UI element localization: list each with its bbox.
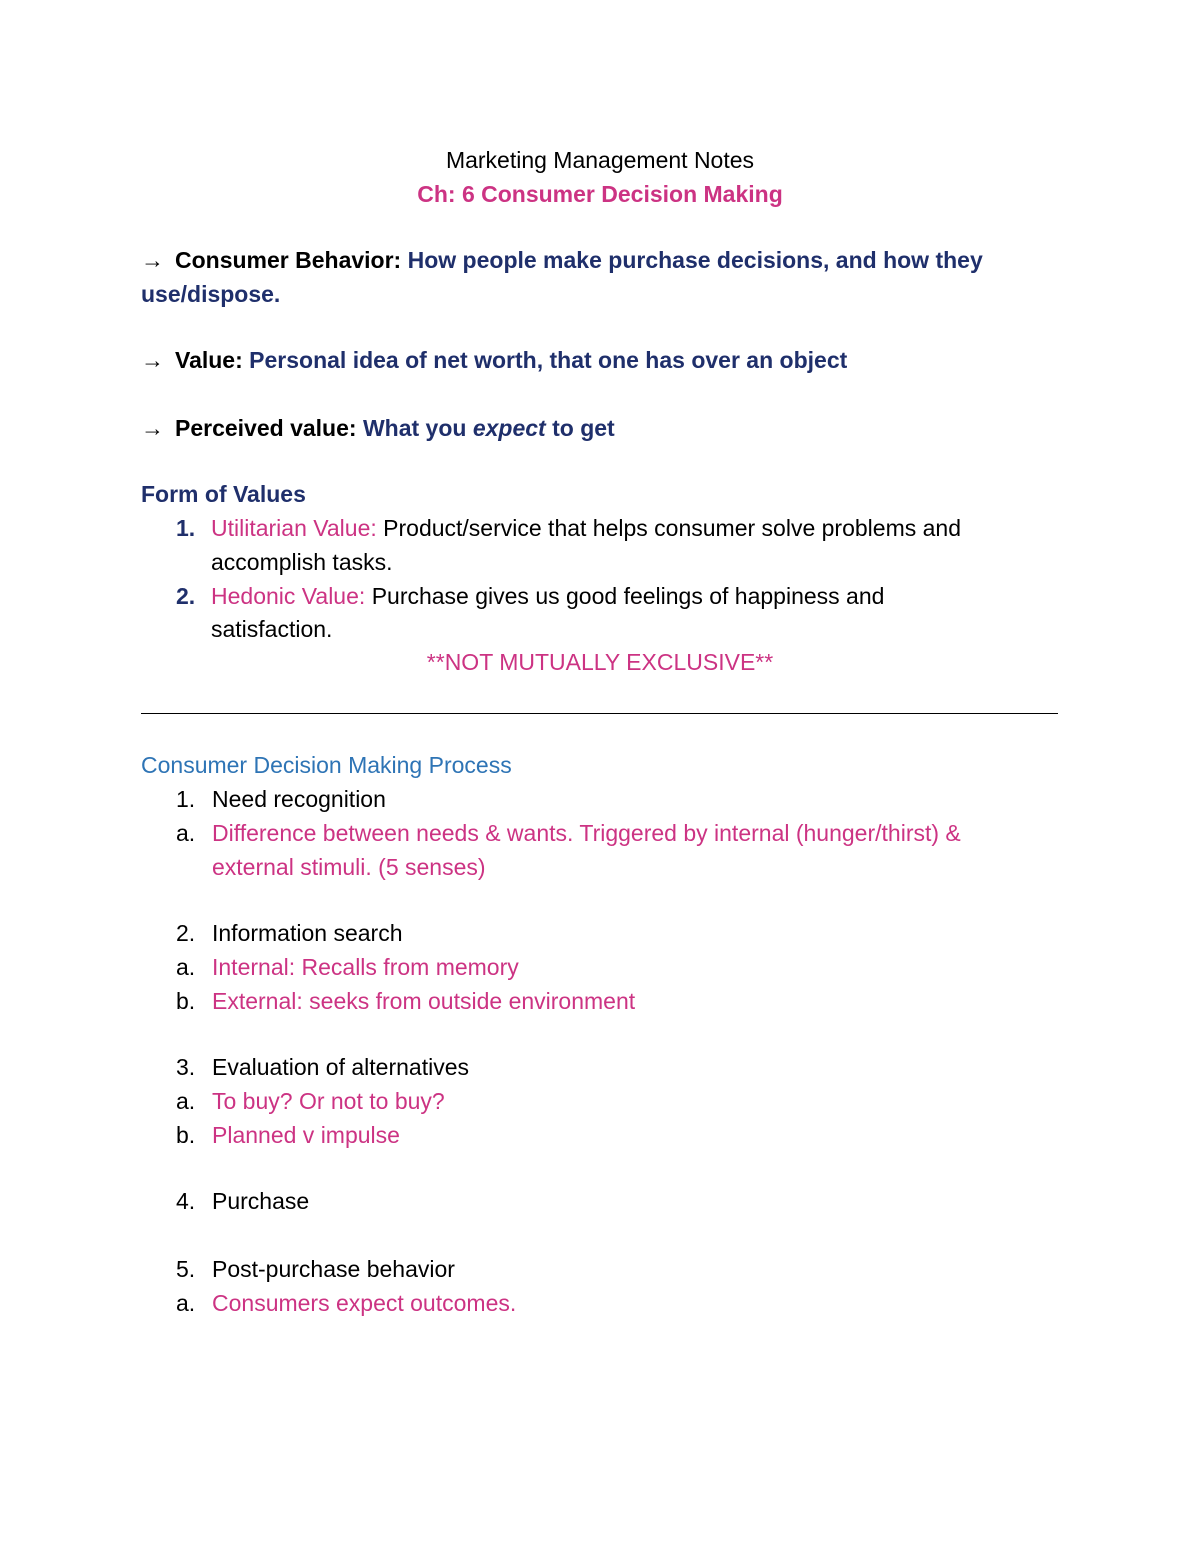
sub-letter: b. [176, 1122, 196, 1148]
form-label: Hedonic Value: [211, 583, 366, 609]
form-item-utilitarian [176, 517, 961, 540]
process-step-5 [176, 1258, 455, 1281]
definition-text-post: to get [545, 415, 615, 441]
definition-text: How people make purchase decisions, and how they [407, 247, 983, 273]
step-number: 1. [176, 786, 196, 812]
process-step-4 [176, 1190, 309, 1213]
form-text: Product/service that helps consumer solve problems and [383, 515, 961, 541]
step-sub-item [176, 990, 635, 1013]
definition-consumer-behavior [141, 249, 983, 272]
step-label: Evaluation of alternatives [212, 1054, 469, 1080]
arrow-icon: → [141, 415, 164, 441]
step-number: 5. [176, 1256, 196, 1282]
sub-letter: a. [176, 820, 196, 846]
process-step-2 [176, 922, 402, 945]
form-item-hedonic [176, 585, 884, 608]
step-label: Information search [212, 920, 403, 946]
step-sub-item [176, 1124, 400, 1147]
form-label: Utilitarian Value: [211, 515, 377, 541]
definition-text-emphasis: expect [472, 415, 546, 441]
step-number: 3. [176, 1054, 196, 1080]
definition-text-pre: What you [362, 415, 473, 441]
step-sub-item [176, 822, 961, 845]
step-number: 2. [176, 920, 196, 946]
exclusive-note: **NOT MUTUALLY EXCLUSIVE** [426, 649, 774, 675]
arrow-icon: → [141, 347, 164, 373]
sub-text: Consumers expect outcomes. [212, 1290, 517, 1316]
definition-perceived-value [141, 417, 615, 440]
step-label: Post-purchase behavior [212, 1256, 455, 1282]
forms-heading: Form of Values [141, 481, 306, 507]
sub-letter: a. [176, 954, 196, 980]
step-sub-item [176, 956, 519, 979]
sub-text: Internal: Recalls from memory [212, 954, 519, 980]
definition-text: Personal idea of net worth, that one has over an object [249, 347, 848, 373]
sub-text-continued: external stimuli. (5 senses) [212, 854, 486, 880]
form-text-continued: satisfaction. [211, 616, 333, 642]
step-label: Purchase [212, 1188, 310, 1214]
definition-term: Perceived value: [175, 415, 357, 441]
form-text: Purchase gives us good feelings of happiness and [371, 583, 885, 609]
definition-text-continued: use/dispose. [141, 281, 281, 307]
process-step-1 [176, 788, 386, 811]
sub-text: To buy? Or not to buy? [212, 1088, 445, 1114]
step-sub-item [176, 1090, 445, 1113]
step-label: Need recognition [212, 786, 386, 812]
chapter-heading: Ch: 6 Consumer Decision Making [417, 181, 783, 207]
definition-term: Value: [175, 347, 243, 373]
sub-text: Planned v impulse [212, 1122, 400, 1148]
form-text-continued: accomplish tasks. [211, 549, 393, 575]
process-step-3 [176, 1056, 469, 1079]
sub-letter: a. [176, 1290, 196, 1316]
horizontal-divider [141, 713, 1058, 714]
sub-letter: b. [176, 988, 196, 1014]
list-number: 2. [176, 583, 196, 609]
list-number: 1. [176, 515, 196, 541]
document-title: Marketing Management Notes [445, 147, 755, 173]
step-sub-item [176, 1292, 516, 1315]
step-number: 4. [176, 1188, 196, 1214]
sub-text: Difference between needs & wants. Triggered by internal (hunger/thirst) & [212, 820, 961, 846]
process-heading: Consumer Decision Making Process [141, 752, 512, 778]
arrow-icon: → [141, 247, 164, 273]
definition-value [141, 349, 847, 372]
definition-term: Consumer Behavior: [175, 247, 402, 273]
sub-text: External: seeks from outside environment [212, 988, 636, 1014]
sub-letter: a. [176, 1088, 196, 1114]
